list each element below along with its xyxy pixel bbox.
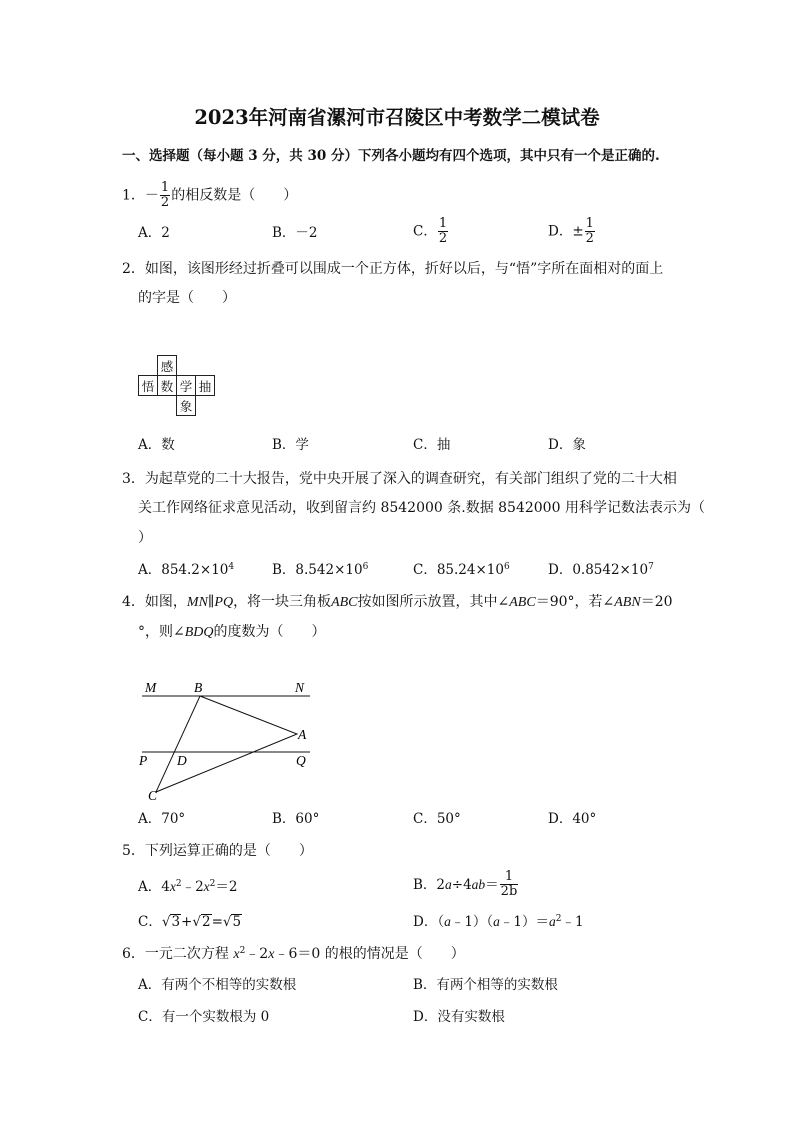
- q5a-mid: ﹣2: [181, 879, 204, 895]
- q5d-m2: ﹣1）＝: [499, 914, 550, 930]
- q3-d-base: D．0.8542×10: [548, 562, 649, 578]
- q4-abc2: ABC: [509, 595, 536, 610]
- q3-line-1: 3．为起草党的二十大报告，党中央开展了深入的调查研究，有关部门组织了党的二十大相: [122, 471, 677, 487]
- q2-option-a[interactable]: A．数: [138, 437, 175, 453]
- q1-option-d[interactable]: [548, 217, 596, 246]
- q6-x2: x: [268, 947, 275, 962]
- q5d-1: D．（: [413, 914, 445, 930]
- q1-option-b[interactable]: B．－2: [272, 225, 318, 241]
- q4-t2: 按如图所示放置，其中∠: [357, 594, 510, 610]
- q4-option-b[interactable]: B．60°: [272, 811, 320, 827]
- q5b-1: B．2: [413, 876, 446, 893]
- q4-l2b: 的度数为（ ）: [213, 624, 326, 640]
- q5c-r3: 5: [232, 914, 242, 930]
- q5-stem: 5．下列运算正确的是（ ）: [122, 843, 313, 859]
- q2-option-b[interactable]: B．学: [272, 437, 309, 453]
- q5c-eq: =: [211, 914, 223, 930]
- q5a-eq: ＝2: [215, 879, 238, 895]
- q6-mid: ﹣2: [245, 946, 269, 962]
- q6-x1: x: [233, 947, 240, 962]
- cube-net-figure: [138, 355, 215, 416]
- net-cell-top: 感: [158, 356, 177, 376]
- q5c-r2: 2: [201, 914, 211, 930]
- q4-option-c[interactable]: C．50°: [413, 811, 461, 827]
- q5c-plus: +: [181, 914, 193, 930]
- q1-option-c[interactable]: [413, 217, 449, 246]
- q1-d-label: D．±: [548, 223, 584, 240]
- q2-option-c[interactable]: C．抽: [413, 437, 451, 453]
- sqrt-3: √3: [161, 914, 181, 930]
- q4-line-2: [138, 624, 326, 641]
- q5d-a1: a: [444, 914, 451, 929]
- q6-option-b[interactable]: B．有两个相等的实数根: [413, 977, 558, 993]
- question-1: [122, 181, 297, 210]
- label-d: D: [177, 753, 187, 768]
- q4-option-d[interactable]: D．40°: [548, 811, 597, 827]
- q5a-e1: 2: [175, 879, 182, 889]
- sqrt-5: √5: [222, 914, 242, 930]
- q1-d-den: 2: [585, 231, 594, 246]
- q5a-1: A．4: [138, 879, 170, 895]
- label-c: C: [148, 788, 158, 803]
- q5b-eq: ＝: [485, 876, 499, 893]
- q1-option-a[interactable]: A．2: [138, 225, 170, 241]
- q1-minus: －: [144, 187, 159, 204]
- net-cell-right1: 学: [177, 376, 196, 396]
- q4-abc: ABC: [331, 595, 358, 610]
- q6-tail: ﹣6＝0 的根的情况是（ ）: [274, 946, 465, 962]
- page-title: 2023年河南省漯河市召陵区中考数学二模试卷: [194, 106, 600, 129]
- q2-line-1: 2．如图，该图形经过折叠可以围成一个正方体，折好以后，与“悟”字所在面相对的面上: [122, 261, 664, 277]
- q5c-1: C．: [138, 914, 162, 930]
- q4-t1: ，将一块三角板: [233, 594, 332, 610]
- q6-e1: 2: [239, 946, 246, 956]
- q5-option-c[interactable]: [138, 914, 242, 930]
- q6-s1: 6．一元二次方程: [122, 946, 234, 962]
- q1-frac-den: 2: [160, 195, 170, 210]
- q1-c-num: 1: [438, 216, 448, 231]
- q1-d-num: 1: [585, 216, 594, 231]
- q6-option-c[interactable]: C．有一个实数根为 0: [138, 1009, 270, 1025]
- q5b-ab: ab: [471, 876, 486, 892]
- q5b-div: ÷4: [451, 876, 472, 893]
- q3-b-exp: 6: [362, 562, 369, 572]
- q4-t3: ＝90°，若∠: [535, 594, 615, 610]
- label-a: A: [298, 727, 307, 742]
- q1-fraction: [160, 181, 170, 210]
- q1-frac-num: 1: [160, 180, 170, 195]
- q3-line-3: ）: [138, 530, 152, 546]
- label-b: B: [194, 680, 203, 695]
- section-heading: 一、选择题（每小题 3 分，共 30 分）下列各小题均有四个选项，其中只有一个是正确的.: [122, 148, 660, 164]
- q5d-a2: a: [493, 914, 500, 929]
- q5a-x2: x: [203, 879, 210, 894]
- q5b-num: 1: [500, 870, 519, 885]
- q3-option-b[interactable]: [272, 562, 368, 578]
- net-cell-left: 悟: [139, 376, 158, 396]
- q4-option-a[interactable]: A．70°: [138, 811, 186, 827]
- net-cell-bottom: 象: [177, 396, 196, 416]
- q5-option-a[interactable]: [138, 879, 238, 895]
- q3-c-base: C．85.24×10: [413, 562, 504, 578]
- q5a-x1: x: [169, 879, 176, 894]
- q1-c-den: 2: [438, 231, 448, 246]
- q5a-e2: 2: [209, 879, 216, 889]
- q5-option-b[interactable]: [413, 870, 519, 899]
- q5c-r1: 3: [171, 914, 181, 930]
- q4-par: ∥: [207, 594, 215, 610]
- q3-line-2: 关工作网络征求意见活动，收到留言约 8542000 条.数据 8542000 用科学记数法表示为（: [138, 500, 705, 516]
- label-p: P: [139, 753, 148, 768]
- q4-pq: PQ: [214, 595, 234, 610]
- q4-t4: ＝20: [640, 594, 673, 610]
- q3-b-base: B．8.542×10: [272, 562, 363, 578]
- parallel-lines-triangle-figure: [130, 675, 330, 805]
- net-cell-right2: 抽: [196, 376, 215, 396]
- triangle-abc: [156, 696, 297, 792]
- q4-l2a: °，则∠: [138, 624, 185, 640]
- q2-option-d[interactable]: D．象: [548, 437, 586, 453]
- q6-option-d[interactable]: D．没有实数根: [413, 1009, 505, 1025]
- q3-a-base: A．854.2×10: [138, 562, 229, 578]
- q2-line-2: 的字是（ ）: [138, 290, 236, 306]
- sqrt-2: √2: [192, 914, 211, 930]
- q1-c-label: C．: [413, 223, 437, 240]
- q3-option-d[interactable]: [548, 562, 654, 578]
- q4-line-1: [122, 594, 673, 611]
- q3-c-exp: 6: [503, 562, 510, 572]
- q3-a-exp: 4: [228, 562, 235, 572]
- q4-abn: ABN: [614, 595, 641, 610]
- q1-tail: 的相反数是（ ）: [171, 187, 298, 204]
- q5b-a1: a: [445, 876, 452, 892]
- q3-d-exp: 7: [648, 562, 654, 572]
- q3-option-a[interactable]: [138, 562, 234, 578]
- q4-mn: MN: [186, 595, 208, 610]
- q1-number: 1．: [122, 187, 145, 204]
- q4-t0: 4．如图，: [122, 594, 187, 610]
- label-n: N: [295, 680, 305, 695]
- q5b-den: 2b: [500, 884, 518, 899]
- q4-bdq: BDQ: [184, 625, 214, 640]
- q5-option-d[interactable]: [413, 914, 584, 930]
- q5d-m1: ﹣1）（: [450, 914, 494, 930]
- q6-stem: [122, 946, 465, 963]
- q3-option-c[interactable]: [413, 562, 510, 578]
- net-cell-mid: 数: [158, 376, 177, 396]
- label-m: M: [145, 680, 157, 695]
- q5d-m3: ﹣1: [561, 914, 584, 930]
- label-q: Q: [296, 753, 306, 768]
- q6-option-a[interactable]: A．有两个不相等的实数根: [138, 977, 297, 993]
- q5d-a3: a: [549, 914, 556, 929]
- q5d-e: 2: [555, 914, 562, 924]
